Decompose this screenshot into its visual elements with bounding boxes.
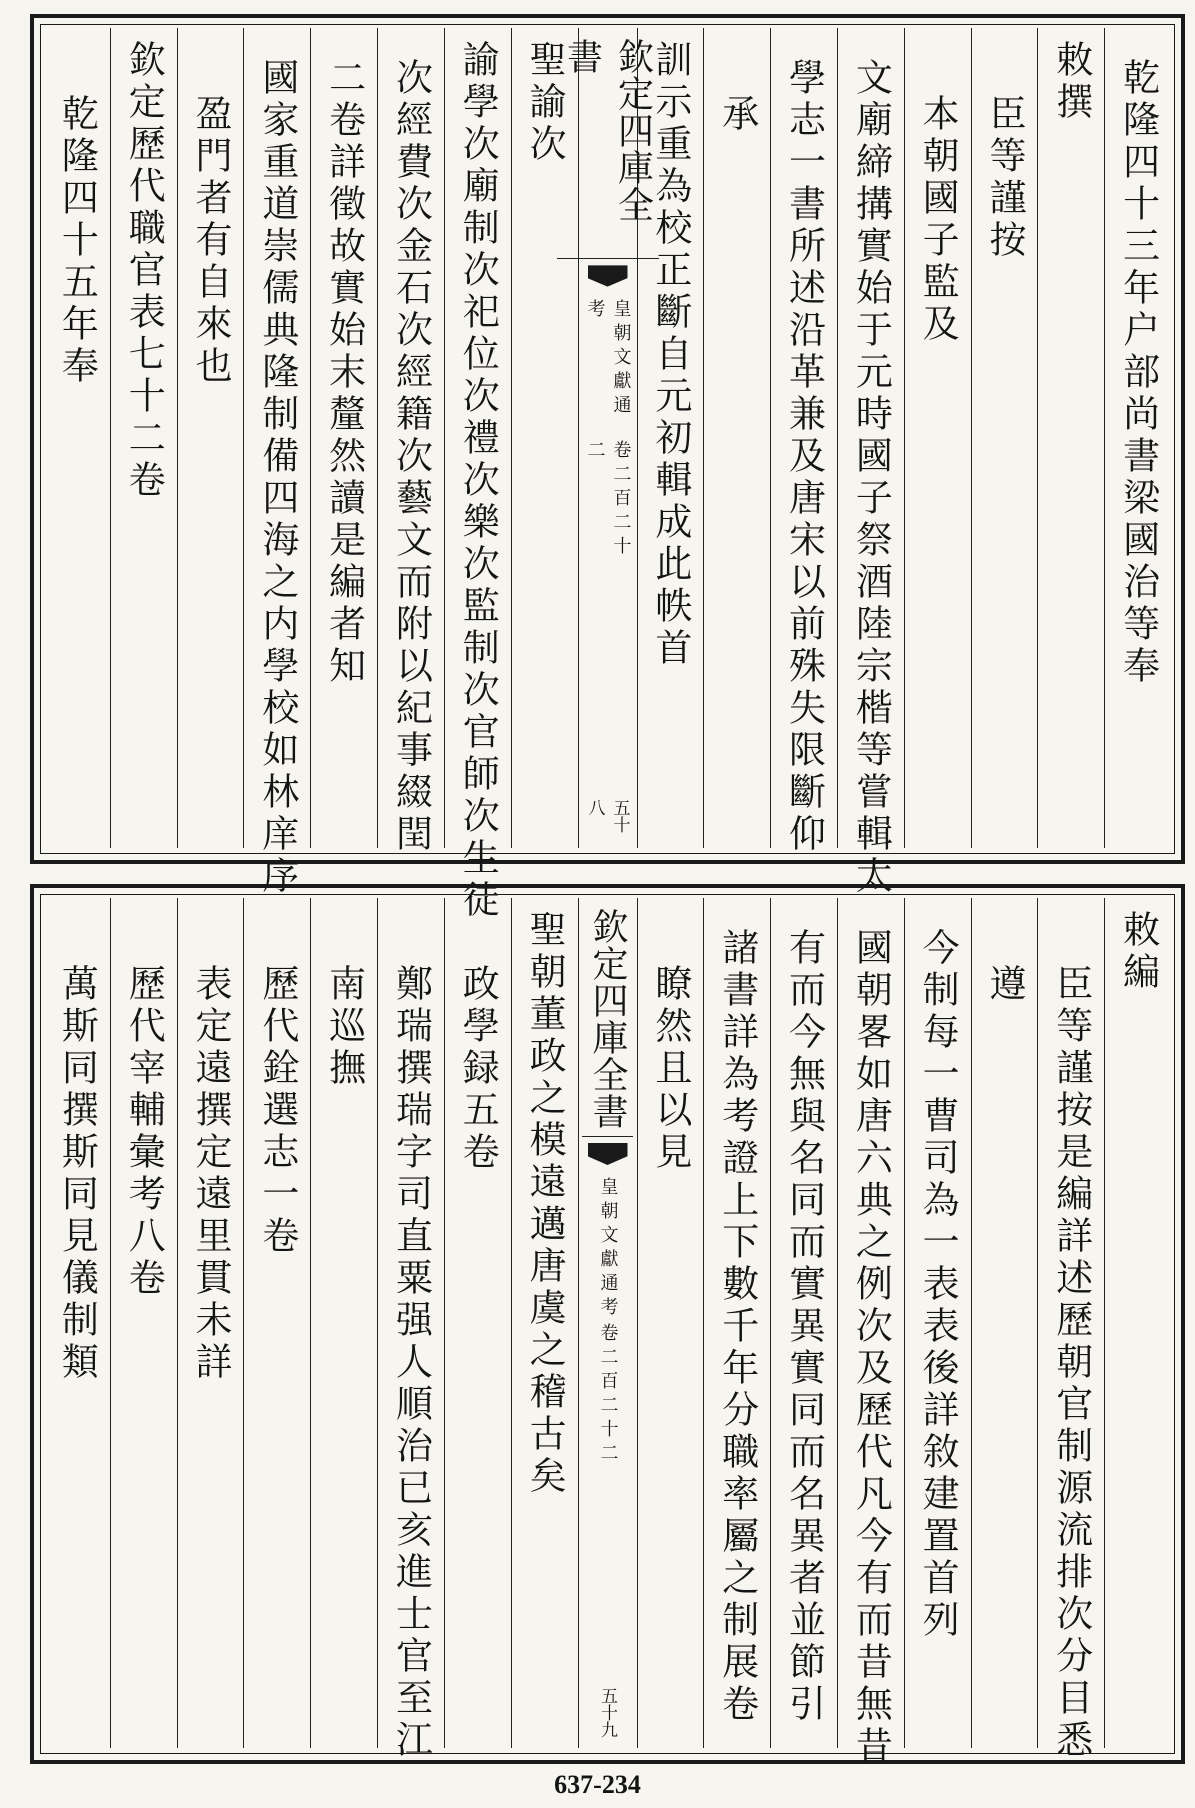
- column-text: 次經費次金石次經籍次藝文而附以紀事綴閏: [389, 58, 433, 856]
- column: [637, 898, 704, 1748]
- column: [177, 898, 244, 1748]
- column-text: 臣等謹按: [982, 94, 1026, 262]
- column: [1104, 898, 1171, 1748]
- column: [44, 28, 110, 848]
- column-text: 乾隆四十五年奉: [55, 94, 99, 388]
- column: [377, 28, 444, 856]
- column: [837, 28, 904, 898]
- column-text: 遵: [982, 964, 1026, 1006]
- fish-tail-icon: [588, 1143, 628, 1165]
- column-text: 鄭瑞撰瑞字司直粟强人順治已亥進士官至江: [389, 964, 433, 1762]
- column-text: 敕編: [1116, 910, 1160, 994]
- page-folio-number: 637-234: [554, 1770, 641, 1799]
- column-text: 國家重道崇儒典隆制備四海之内學校如林庠序: [255, 58, 299, 898]
- column-text: 今制每一曹司為一表表後詳敘建置首列: [916, 928, 960, 1642]
- column: [444, 28, 511, 922]
- column: [110, 28, 177, 848]
- column: [971, 28, 1038, 848]
- spine-subtitle: [595, 1177, 621, 1467]
- spine-column: [578, 898, 637, 1748]
- column-text: 政學録五卷: [456, 964, 500, 1174]
- spine-title: 欽定四庫全書: [557, 28, 659, 259]
- column-text: 盈門者有自來也: [189, 94, 233, 388]
- column: [1104, 28, 1171, 848]
- column-text: 欽定歷代職官表七十二卷: [122, 40, 166, 502]
- column: [310, 28, 377, 848]
- leaf-number: 五十九: [597, 1687, 617, 1738]
- column: [110, 898, 177, 1748]
- column-text: 臣等謹按是編詳述歷朝官制源流排次分目悉: [1049, 964, 1093, 1762]
- column-text: 有而今無與名同而實異實同而名異者並節引: [782, 928, 826, 1726]
- column: [511, 28, 578, 848]
- column-text: 乾隆四十三年户部尚書梁國治等奉: [1116, 58, 1160, 688]
- book-title: 皇朝文獻通考: [584, 298, 632, 419]
- column-text: 敕撰: [1049, 40, 1093, 124]
- column: [243, 898, 310, 1748]
- column: [177, 28, 244, 848]
- fish-tail-icon: [588, 265, 628, 286]
- spine-title: 欽定四庫全書: [582, 898, 633, 1137]
- column: [511, 898, 578, 1748]
- column-text: 歷代宰輔彙考八卷: [122, 964, 166, 1300]
- column: [243, 28, 310, 898]
- column: [770, 898, 837, 1748]
- column-text: 諸書詳為考證上下數千年分職率屬之制展卷: [715, 928, 759, 1726]
- top-page: [30, 14, 1185, 922]
- volume-number: 卷二百二十二: [597, 1323, 619, 1467]
- column-text: 聖諭次: [523, 40, 567, 166]
- column: [444, 898, 511, 1748]
- column: [44, 898, 110, 1748]
- column: [971, 898, 1038, 1748]
- column-text: 聖朝董政之模遠邁唐虞之稽古矣: [523, 910, 567, 1498]
- column-text: 本朝國子監及: [916, 94, 960, 346]
- column-text: 二卷詳徵故實始末釐然讀是編者知: [322, 58, 366, 688]
- column: [904, 28, 971, 848]
- column: [1037, 898, 1104, 1762]
- column-text: 萬斯同撰斯同見儀制類: [55, 964, 99, 1384]
- column-text: 文廟締搆實始于元時國子祭酒陸宗楷等嘗輯太: [849, 58, 893, 898]
- spine-subtitle: [582, 299, 634, 579]
- book-title: 皇朝文獻通考: [597, 1177, 619, 1321]
- column: [377, 898, 444, 1762]
- column: [904, 898, 971, 1748]
- column-text: 承: [715, 94, 759, 136]
- volume-number: 卷二百二十二: [584, 439, 632, 560]
- column-text: 學志一書所述沿革兼及唐宋以前殊失限斷仰: [782, 58, 826, 856]
- column: [1037, 28, 1104, 848]
- column-text: 歷代銓選志一卷: [255, 964, 299, 1258]
- spine-column: [561, 28, 654, 848]
- column-text: 訓示重為校正斷自元初輯成此帙首: [648, 40, 692, 670]
- column-text: 南巡撫: [322, 964, 366, 1090]
- column-text: 瞭然且以見: [648, 964, 692, 1174]
- bottom-page: [30, 884, 1185, 1768]
- column-text: 表定遠撰定遠里貫未詳: [189, 964, 233, 1384]
- column: [310, 898, 377, 1748]
- leaf-number: 五十八: [584, 798, 630, 833]
- column: [770, 28, 837, 856]
- column: [703, 28, 770, 848]
- column: [703, 898, 770, 1748]
- column-text: 諭學次廟制次祀位次禮次樂次監制次官師次生徒: [456, 40, 500, 922]
- column-text: 國朝畧如唐六典之例次及歷代凡今有而昔無昔: [849, 928, 893, 1768]
- column: [837, 898, 904, 1768]
